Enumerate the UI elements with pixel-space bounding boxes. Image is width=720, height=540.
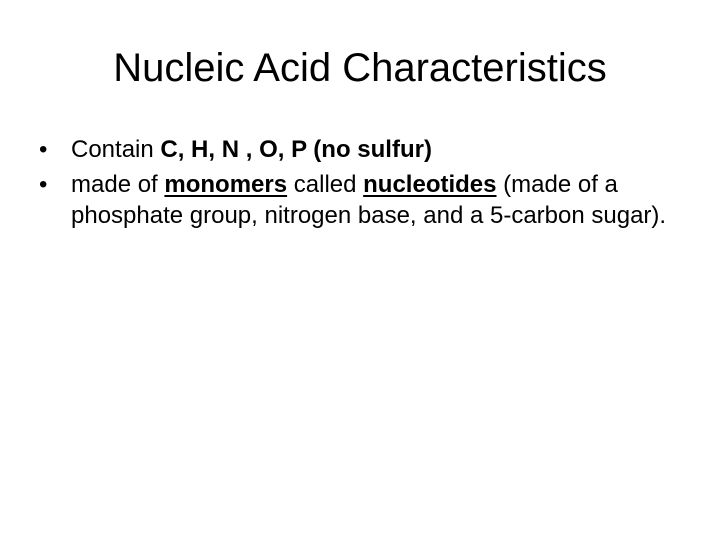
slide-title: Nucleic Acid Characteristics xyxy=(113,46,607,90)
bullet-text: (made of a phosphate group, nitrogen base, and a 5-carbon sugar). xyxy=(71,171,667,229)
monomers-term: monomers xyxy=(164,171,288,198)
bullet-text: Contain xyxy=(71,136,161,163)
bullet-marker: • xyxy=(39,136,48,163)
bullet-text: made of xyxy=(71,171,165,198)
bullet-marker: • xyxy=(39,171,48,198)
bullet-item-monomers xyxy=(36,169,696,231)
nucleotides-term: nucleotides xyxy=(363,171,497,198)
elements-list-text: C, H, N , O, P (no sulfur) xyxy=(160,136,432,163)
bullet-text: called xyxy=(287,171,364,198)
bullet-list xyxy=(36,134,696,235)
bullet-item-elements xyxy=(36,134,696,165)
